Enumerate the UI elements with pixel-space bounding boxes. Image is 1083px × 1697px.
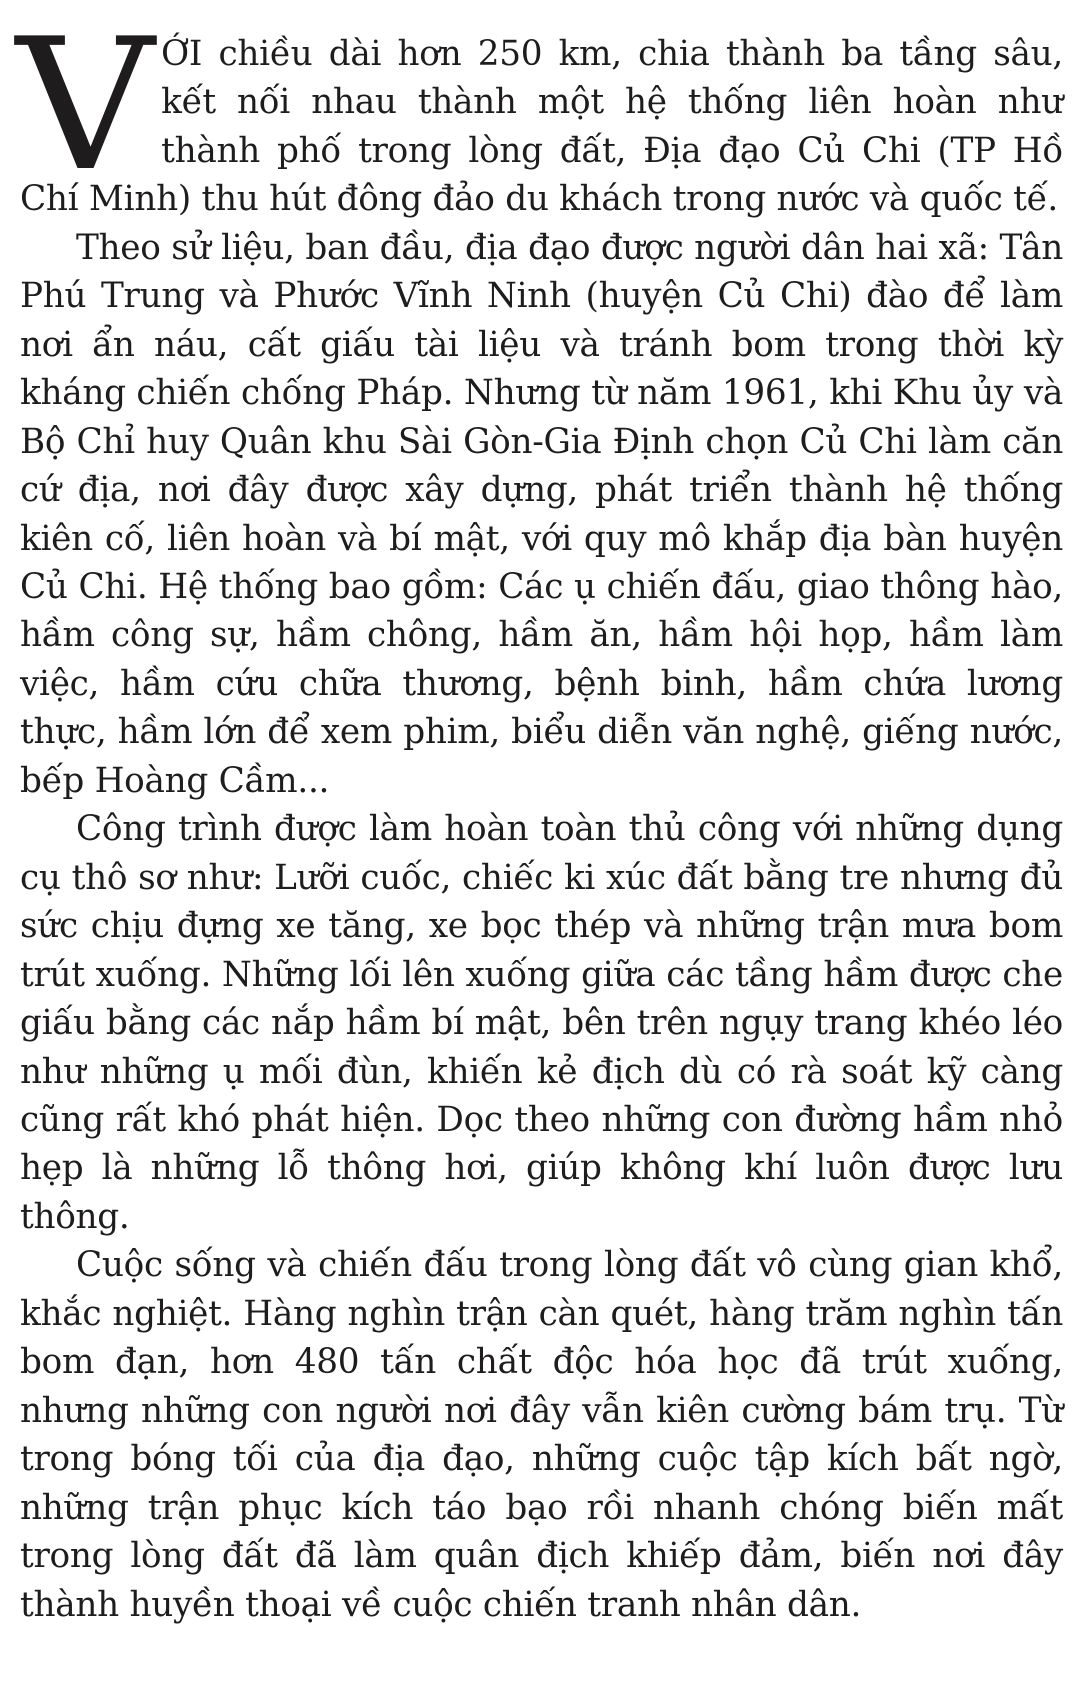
article-body	[16, 0, 1063, 1629]
drop-cap-letter: V	[16, 0, 154, 211]
paragraph-resistance: Cuộc sống và chiến đấu trong lòng đất vô cùng gian khổ, khắc nghiệt. Hàng nghìn trận càn quét, hàng trăm nghìn tấn bom đạn, hơn 480 tấn chất độc hóa học đã trút xuống, nhưng những con người nơi đây vẫn kiên cường bám trụ. Từ trong bóng tối của địa đạo, những cuộc tập kích bất ngờ, những trận phục kích táo bạo rồi nhanh chóng biến mất trong lòng đất đã làm quân địch khiếp đảm, biến nơi đây thành huyền thoại về cuộc chiến tranh nhân dân.	[20, 1245, 1063, 1625]
paragraph-history: Theo sử liệu, ban đầu, địa đạo được người dân hai xã: Tân Phú Trung và Phước Vĩnh Ninh (huyện Củ Chi) đào để làm nơi ẩn náu, cất giấu tài liệu và tránh bom trong thời kỳ kháng chiến chống Pháp. Nhưng từ năm 1961, khi Khu ủy và Bộ Chỉ huy Quân khu Sài Gòn-Gia Định chọn Củ Chi làm căn cứ địa, nơi đây được xây dựng, phát triển thành hệ thống kiên cố, liên hoàn và bí mật, với quy mô khắp địa bàn huyện Củ Chi. Hệ thống bao gồm: Các ụ chiến đấu, giao thông hào, hầm công sự, hầm chông, hầm ăn, hầm hội họp, hầm làm việc, hầm cứu chữa thương, bệnh binh, hầm chứa lương thực, hầm lớn để xem phim, biểu diễn văn nghệ, giếng nước, bếp Hoàng Cầm...	[20, 227, 1063, 801]
paragraph-intro-text: ỚI chiều dài hơn 250 km, chia thành ba tầng sâu, kết nối nhau thành một hệ thống liên hoàn như thành phố trong lòng đất, Địa đạo Củ Chi (TP Hồ Chí Minh) thu hút đông đảo du khách trong nước và quốc tế.	[20, 34, 1063, 220]
paragraph-intro	[16, 0, 1063, 224]
paragraph-construction: Công trình được làm hoàn toàn thủ công với những dụng cụ thô sơ như: Lưỡi cuốc, chiếc ki xúc đất bằng tre nhưng đủ sức chịu đựng xe tăng, xe bọc thép và những trận mưa bom trút xuống. Những lối lên xuống giữa các tầng hầm được che giấu bằng các nắp hầm bí mật, bên trên ngụy trang khéo léo như những ụ mối đùn, khiến kẻ địch dù có rà soát kỹ càng cũng rất khó phát hiện. Dọc theo những con đường hầm nhỏ hẹp là những lỗ thông hơi, giúp không khí luôn được lưu thông.	[20, 809, 1063, 1237]
